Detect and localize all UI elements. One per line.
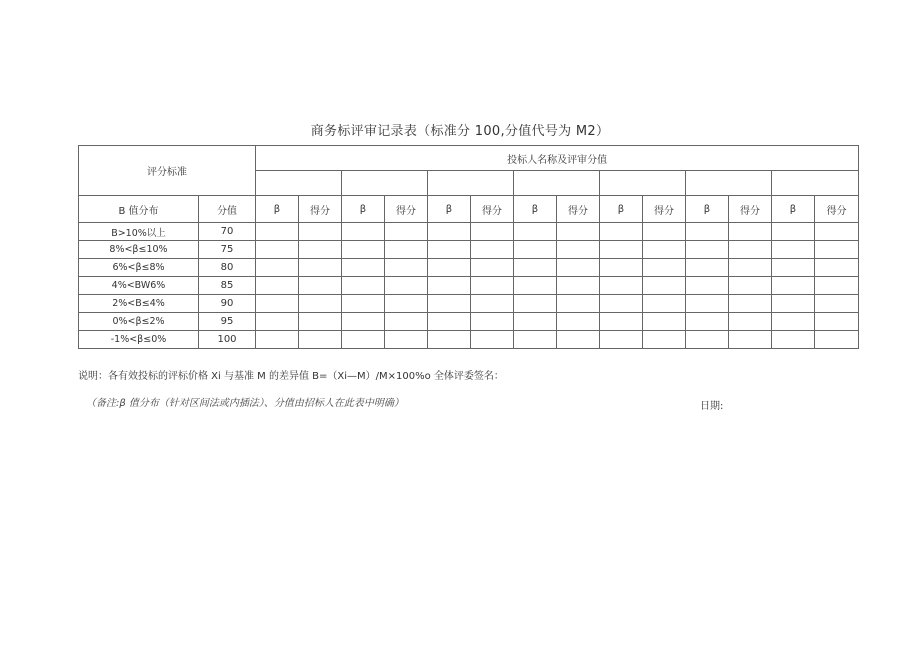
beta-entry-cell[interactable] — [600, 277, 643, 295]
beta-entry-cell[interactable] — [428, 295, 471, 313]
got-score-entry-cell[interactable] — [557, 313, 600, 331]
got-score-entry-cell[interactable] — [471, 223, 514, 241]
beta-entry-cell[interactable] — [342, 259, 385, 277]
got-score-entry-cell[interactable] — [643, 241, 686, 259]
beta-entry-cell[interactable] — [256, 241, 299, 259]
got-score-entry-cell[interactable] — [299, 241, 342, 259]
beta-entry-cell[interactable] — [686, 223, 729, 241]
got-score-column-header: 得分 — [385, 196, 428, 223]
beta-entry-cell[interactable] — [342, 313, 385, 331]
beta-column-header: β — [428, 196, 471, 223]
got-score-entry-cell[interactable] — [299, 295, 342, 313]
bidder-name-cell[interactable] — [256, 171, 342, 196]
bidders-header: 投标人名称及评审分值 — [256, 146, 859, 171]
got-score-entry-cell[interactable] — [815, 295, 859, 313]
criterion-cell: B>10%以上 — [79, 223, 199, 241]
bidder-name-cell[interactable] — [686, 171, 772, 196]
got-score-entry-cell[interactable] — [471, 313, 514, 331]
got-score-column-header: 得分 — [557, 196, 600, 223]
review-table — [78, 145, 859, 349]
got-score-entry-cell[interactable] — [643, 259, 686, 277]
got-score-entry-cell[interactable] — [729, 241, 772, 259]
score-value-cell: 95 — [199, 313, 256, 331]
got-score-entry-cell[interactable] — [385, 331, 428, 349]
beta-column-header: β — [514, 196, 557, 223]
got-score-entry-cell[interactable] — [299, 331, 342, 349]
bidder-name-cell[interactable] — [772, 171, 859, 196]
table-row — [79, 295, 859, 313]
beta-entry-cell[interactable] — [600, 241, 643, 259]
beta-column-header: β — [256, 196, 299, 223]
beta-entry-cell[interactable] — [342, 295, 385, 313]
beta-entry-cell[interactable] — [428, 313, 471, 331]
beta-entry-cell[interactable] — [342, 241, 385, 259]
got-score-entry-cell[interactable] — [557, 223, 600, 241]
got-score-entry-cell[interactable] — [729, 313, 772, 331]
table-row — [79, 241, 859, 259]
got-score-column-header: 得分 — [815, 196, 859, 223]
got-score-entry-cell[interactable] — [299, 277, 342, 295]
got-score-column-header: 得分 — [471, 196, 514, 223]
got-score-entry-cell[interactable] — [815, 313, 859, 331]
beta-entry-cell[interactable] — [772, 277, 815, 295]
got-score-entry-cell[interactable] — [557, 277, 600, 295]
score-value-cell: 100 — [199, 331, 256, 349]
got-score-entry-cell[interactable] — [815, 277, 859, 295]
got-score-entry-cell[interactable] — [815, 241, 859, 259]
score-value-cell: 80 — [199, 259, 256, 277]
beta-entry-cell[interactable] — [772, 241, 815, 259]
got-score-entry-cell[interactable] — [557, 295, 600, 313]
got-score-column-header: 得分 — [729, 196, 772, 223]
got-score-entry-cell[interactable] — [643, 313, 686, 331]
table-row — [79, 277, 859, 295]
got-score-column-header: 得分 — [299, 196, 342, 223]
got-score-entry-cell[interactable] — [385, 223, 428, 241]
beta-entry-cell[interactable] — [600, 223, 643, 241]
got-score-entry-cell[interactable] — [557, 241, 600, 259]
bidder-name-cell[interactable] — [428, 171, 514, 196]
got-score-entry-cell[interactable] — [815, 331, 859, 349]
got-score-entry-cell[interactable] — [385, 259, 428, 277]
beta-entry-cell[interactable] — [342, 277, 385, 295]
got-score-entry-cell[interactable] — [643, 277, 686, 295]
criterion-cell: 2%<B≤4% — [79, 295, 199, 313]
got-score-entry-cell[interactable] — [729, 295, 772, 313]
beta-entry-cell[interactable] — [514, 241, 557, 259]
got-score-entry-cell[interactable] — [471, 241, 514, 259]
beta-entry-cell[interactable] — [772, 259, 815, 277]
beta-entry-cell[interactable] — [772, 223, 815, 241]
beta-entry-cell[interactable] — [600, 259, 643, 277]
beta-entry-cell[interactable] — [342, 331, 385, 349]
explanation-note: 说明：各有效投标的评标价格 Xi 与基准 M 的差异值 B=（Xi—M）/M×100%o 全体评委签名： — [78, 371, 504, 382]
criterion-cell: 0%<β≤2% — [79, 313, 199, 331]
beta-entry-cell[interactable] — [600, 313, 643, 331]
got-score-entry-cell[interactable] — [299, 313, 342, 331]
score-value-cell: 90 — [199, 295, 256, 313]
beta-entry-cell[interactable] — [772, 313, 815, 331]
got-score-entry-cell[interactable] — [385, 313, 428, 331]
beta-entry-cell[interactable] — [514, 277, 557, 295]
beta-entry-cell[interactable] — [428, 277, 471, 295]
beta-entry-cell[interactable] — [514, 223, 557, 241]
remark-note: （备注:β 值分布（针对区间法或内插法）、分值由招标人在此表中明确） — [86, 398, 404, 409]
score-value-cell: 70 — [199, 223, 256, 241]
beta-column-header: β — [600, 196, 643, 223]
beta-entry-cell[interactable] — [514, 331, 557, 349]
beta-distribution-header: B 值分布 — [79, 196, 199, 223]
got-score-entry-cell[interactable] — [643, 223, 686, 241]
beta-entry-cell[interactable] — [686, 277, 729, 295]
table-row — [79, 259, 859, 277]
date-label: 日期: — [700, 401, 724, 412]
beta-entry-cell[interactable] — [600, 295, 643, 313]
criterion-cell: 8%<β≤10% — [79, 241, 199, 259]
beta-entry-cell[interactable] — [256, 259, 299, 277]
criterion-cell: 4%<BW6% — [79, 277, 199, 295]
got-score-entry-cell[interactable] — [729, 277, 772, 295]
table-row — [79, 223, 859, 241]
beta-column-header: β — [342, 196, 385, 223]
got-score-entry-cell[interactable] — [729, 259, 772, 277]
table-row — [79, 313, 859, 331]
beta-entry-cell[interactable] — [514, 313, 557, 331]
got-score-entry-cell[interactable] — [815, 223, 859, 241]
bidder-name-cell[interactable] — [342, 171, 428, 196]
got-score-entry-cell[interactable] — [385, 241, 428, 259]
bidder-name-cell[interactable] — [514, 171, 600, 196]
bidder-name-cell[interactable] — [600, 171, 686, 196]
got-score-entry-cell[interactable] — [729, 331, 772, 349]
beta-entry-cell[interactable] — [686, 331, 729, 349]
beta-entry-cell[interactable] — [256, 277, 299, 295]
beta-entry-cell[interactable] — [428, 241, 471, 259]
got-score-entry-cell[interactable] — [299, 259, 342, 277]
got-score-entry-cell[interactable] — [643, 295, 686, 313]
got-score-entry-cell[interactable] — [557, 259, 600, 277]
beta-entry-cell[interactable] — [256, 331, 299, 349]
got-score-entry-cell[interactable] — [299, 223, 342, 241]
criteria-header: 评分标准 — [79, 146, 256, 196]
got-score-entry-cell[interactable] — [729, 223, 772, 241]
got-score-entry-cell[interactable] — [385, 277, 428, 295]
beta-entry-cell[interactable] — [686, 313, 729, 331]
beta-entry-cell[interactable] — [428, 223, 471, 241]
got-score-entry-cell[interactable] — [471, 331, 514, 349]
got-score-entry-cell[interactable] — [643, 331, 686, 349]
beta-column-header: β — [686, 196, 729, 223]
table-row — [79, 331, 859, 349]
beta-entry-cell[interactable] — [686, 295, 729, 313]
criterion-cell: -1%<β≤0% — [79, 331, 199, 349]
beta-entry-cell[interactable] — [256, 223, 299, 241]
beta-entry-cell[interactable] — [342, 223, 385, 241]
beta-entry-cell[interactable] — [256, 295, 299, 313]
beta-entry-cell[interactable] — [772, 331, 815, 349]
beta-entry-cell[interactable] — [600, 331, 643, 349]
got-score-entry-cell[interactable] — [471, 295, 514, 313]
beta-entry-cell[interactable] — [514, 295, 557, 313]
criterion-cell: 6%<β≤8% — [79, 259, 199, 277]
got-score-entry-cell[interactable] — [815, 259, 859, 277]
beta-entry-cell[interactable] — [772, 295, 815, 313]
score-header: 分值 — [199, 196, 256, 223]
beta-entry-cell[interactable] — [428, 259, 471, 277]
score-value-cell: 75 — [199, 241, 256, 259]
beta-column-header: β — [772, 196, 815, 223]
beta-entry-cell[interactable] — [256, 313, 299, 331]
beta-entry-cell[interactable] — [686, 241, 729, 259]
got-score-entry-cell[interactable] — [471, 277, 514, 295]
got-score-entry-cell[interactable] — [557, 331, 600, 349]
beta-entry-cell[interactable] — [428, 331, 471, 349]
page-title: 商务标评审记录表（标准分 100,分值代号为 M2） — [310, 124, 610, 139]
beta-entry-cell[interactable] — [686, 259, 729, 277]
got-score-column-header: 得分 — [643, 196, 686, 223]
beta-entry-cell[interactable] — [514, 259, 557, 277]
got-score-entry-cell[interactable] — [385, 295, 428, 313]
got-score-entry-cell[interactable] — [471, 259, 514, 277]
score-value-cell: 85 — [199, 277, 256, 295]
